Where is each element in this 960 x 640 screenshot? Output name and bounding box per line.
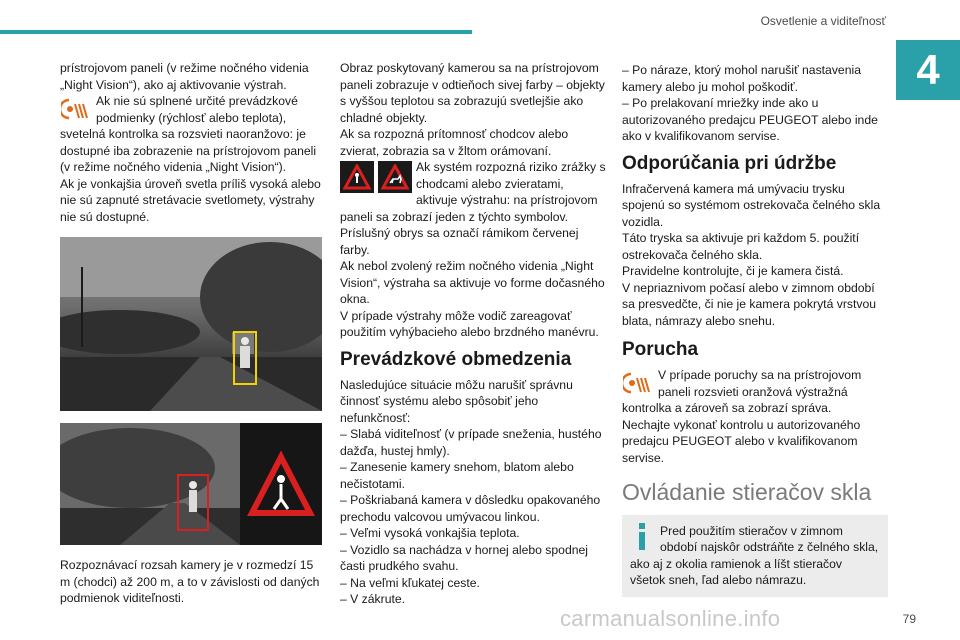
paragraph: Ak je vonkajšia úroveň svetla príliš vysoká alebo nie sú zapnuté stretávacie svetlomety, výstrahy nie sú dostupné. [60,176,321,224]
fault-paragraph [622,367,888,417]
paragraph: V nepriaznivom počasí alebo v zimnom období sa presvedčte, či nie je kamera pokrytá vrstvou blata, námrazy alebo snehu. [622,280,877,328]
list-item: – Po prelakovaní mriežky inde ako u autorizovaného predajcu PEUGEOT alebo inde ako v kvalifikovanom servise. [622,96,878,143]
list-item: – Na veľmi kľukatej ceste. [340,575,480,590]
paragraph: Ak nie sú splnené určité prevádzkové podmienky (rýchlosť alebo teplota), svetelná kontrolka sa rozsvieti naoranžovo: je dostupné iba zobrazenie na prístrojovom paneli (v režime nočného videnia „Night Vision“). [60,94,317,174]
heading-fault: Porucha [622,339,699,360]
animal-warning-icon [378,161,412,193]
column-2 [340,60,606,608]
paragraph: V prípade výstrahy môže vodič zareagovať použitím vyhýbacieho alebo brzdného manévru. [340,308,599,339]
column-3 [622,62,888,597]
list-item: – Vozidlo sa nachádza v hornej alebo spodnej časti prudkého svahu. [340,542,588,573]
night-vision-lamp-icon [622,369,652,397]
paragraph: Ak sa rozpozná prítomnosť chodcov alebo zvierat, zobrazia sa v žltom orámovaní. [340,127,569,158]
paragraph: Pravidelne kontrolujte, či je kamera čistá. [622,264,844,278]
page-number: 79 [902,612,916,626]
paragraph: Nasledujúce situácie môžu narušiť správnu činnosť systému alebo spôsobiť jeho nefunkčnosť: [340,377,573,425]
info-note [622,515,888,597]
paragraph: Infračervená kamera má umývaciu trysku spojenú so systémom ostrekovača čelného skla vozidla. [622,181,881,229]
list-item: – Veľmi vysoká vonkajšia teplota. [340,526,520,540]
paragraph: Ak systém rozpozná riziko zrážky s chodcami alebo zvieratami, aktivuje výstrahu: na prístrojovom paneli sa zobrazí jeden z týchto symbolov. Príslušný obrys sa označí rámikom červenej farby. [340,160,606,257]
info-icon [630,523,654,553]
list-item: – Slabá viditeľnosť (v prípade sneženia, hustého dažďa, hustej hmly). [340,427,602,458]
paragraph: V prípade poruchy sa na prístrojovom paneli rozsvieti oranžová výstražná kontrolka a zároveň sa zobrazí správa. [622,368,862,415]
night-vision-photo-pedestrian [60,237,322,411]
night-vision-lamp-icon [60,95,90,123]
paragraph: prístrojovom paneli (v režime nočného videnia „Night Vision“), ako aj aktivovanie výstrah. [60,61,309,92]
paragraph: Ak nebol zvolený režim nočného videnia „Night Vision“, výstraha sa aktivuje vo forme dočasného okna. [340,259,605,306]
header-accent-bar [0,30,472,34]
warning-symbols-paragraph [340,159,606,258]
paragraph: Táto tryska sa aktivuje pri každom 5. použití ostrekovača čelného skla. [622,231,860,262]
heading-limits: Prevádzkové obmedzenia [340,348,572,370]
column-1 [60,60,322,607]
heading-maintenance: Odporúčania pri údržbe [622,152,837,174]
list-item: – Po náraze, ktorý mohol narušiť nastavenia kamery alebo ju mohol poškodiť. [622,63,861,94]
night-vision-photo-collision [60,423,322,545]
chapter-number: 4 [896,40,960,100]
warning-paragraph [60,93,322,176]
paragraph: Obraz poskytovaný kamerou sa na prístrojovom paneli zobrazuje v odtieňoch sivej farby – objekty s vyššou teplotou sa zobrazujú svetlejšie ako chladné objekty. [340,61,605,125]
list-item: – Zanesenie kamery snehom, blatom alebo nečistotami. [340,460,574,491]
pedestrian-warning-icon [340,161,374,193]
list-item: – Poškriabaná kamera v dôsledku opakovaného prechodu valcovou umývacou linkou. [340,493,601,524]
info-text: Pred použitím stieračov v zimnom období najskôr odstráňte z čelného skla, ako aj z okolia ramienok a líšt stieračov všetok sneh, ľad alebo námrazu. [630,523,879,587]
section-title: Osvetlenie a viditeľnosť [760,14,886,28]
photo-caption: Rozpoznávací rozsah kamery je v rozmedzí 15 m (chodci) až 200 m, a to v závislosti od daných podmienok viditeľnosti. [60,558,320,605]
heading-wipers: Ovládanie stieračov skla [622,479,872,505]
list-item: – V zákrute. [340,592,406,606]
paragraph: Nechajte vykonať kontrolu u autorizovaného predajcu PEUGEOT alebo v kvalifikovanom servise. [622,417,861,465]
watermark: carmanualsonline.info [560,606,781,631]
